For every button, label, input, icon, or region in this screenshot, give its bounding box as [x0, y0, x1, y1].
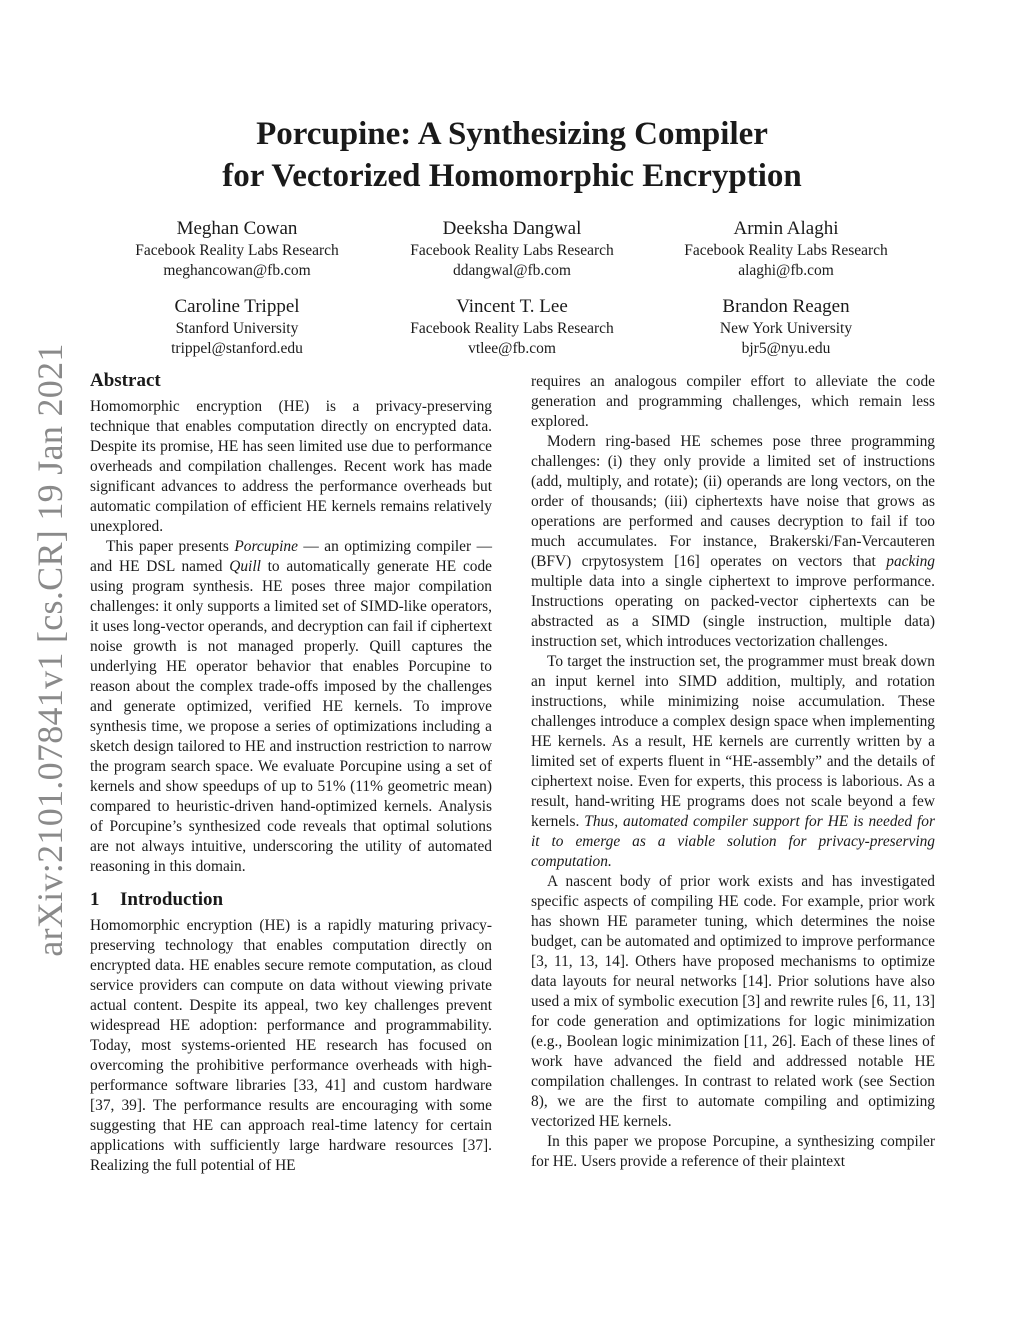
author-name: Meghan Cowan	[176, 218, 298, 239]
packing-emphasis: packing	[886, 553, 935, 570]
title-line-1: Porcupine: A Synthesizing Compiler	[256, 116, 768, 152]
section-number: 1	[90, 889, 100, 910]
author-block	[97, 295, 377, 359]
author-block	[372, 295, 652, 359]
intro-paragraph: To target the instruction set, the programmer must break down an input kernel into SIMD addition, multiply, and rotation instructions, while minimizing noise accumulation. These challenges introduce a complex design space when implementing HE kernels. As a result, HE kernels are currently written by a limited set of experts fluent in “HE-assembly” and the details of ciphertext noise. Even for experts, this process is laborious. As a result, hand-writing HE programs does not scale beyond a few kernels. Thus, automated compiler support for HE is needed for it to emerge as a viable solution for privacy-preserving computation.	[531, 653, 935, 870]
author-name: Caroline Trippel	[174, 296, 300, 317]
author-email: alaghi@fb.com	[738, 262, 834, 279]
arxiv-stamp-text: arXiv:2101.07841v1 [cs.CR] 19 Jan 2021	[30, 343, 70, 957]
italic-claim: Thus, automated compiler support for HE is needed for it to emerge as a viable solution for privacy-preserving computation.	[531, 813, 935, 870]
section-title: Introduction	[120, 889, 224, 910]
author-email: vtlee@fb.com	[468, 340, 556, 357]
author-affiliation: New York University	[719, 320, 853, 337]
abstract-paragraph: Homomorphic encryption (HE) is a privacy-preserving technique that enables computation directly on encrypted data. Despite its promise, HE has seen limited use due to performance overheads and compilation challenges. Recent work has made significant advances to address the performance overheads but automatic compilation of efficient HE kernels remains relatively unexplored.	[90, 398, 492, 535]
author-affiliation: Facebook Reality Labs Research	[410, 242, 614, 259]
author-email: bjr5@nyu.edu	[741, 340, 831, 357]
right-column	[531, 372, 935, 1172]
author-name: Deeksha Dangwal	[442, 218, 582, 239]
intro-paragraph: Homomorphic encryption (HE) is a rapidly maturing privacy-preserving technology that enables computation directly on encrypted data. HE enables secure remote computation, as cloud service providers can compute on data without viewing private actual content. Despite its appeal, two key challenges prevent widespread HE adoption: performance and programmability. Today, most systems-oriented HE research has focused on overcoming the prohibitive performance overheads with high-performance software libraries [33, 41] and custom hardware [37, 39]. The performance results are encouraging with some suggesting that HE can approach real-time latency for certain applications with sufficiently large hardware resources [37]. Realizing the full potential of HE	[90, 917, 492, 1174]
section-heading-introduction	[90, 888, 492, 912]
author-name: Armin Alaghi	[733, 218, 839, 239]
author-affiliation: Facebook Reality Labs Research	[684, 242, 888, 259]
author-name: Brandon Reagen	[722, 296, 850, 317]
intro-paragraph: A nascent body of prior work exists and has investigated specific aspects of compiling HE code. For example, prior work has shown HE parameter tuning, which determines the noise budget, can be automated and optimized to improve performance [3, 11, 13, 14]. Others have proposed mechanisms to optimize data layouts for neural networks [14]. Prior solutions have also used a mix of symbolic execution [3] and rewrite rules [6, 11, 13] for code generation and optimizations for logic minimization (e.g., Boolean logic minimization [11, 26]. Each of these lines of work have advanced the field and addressed notable HE compilation challenges. In contrast to related work (see Section 8), we are the first to automate compiling and optimizing vectorized HE kernels.	[531, 873, 935, 1130]
author-name: Vincent T. Lee	[456, 296, 568, 317]
quill-emphasis: Quill	[229, 558, 261, 575]
left-column	[90, 369, 492, 1176]
author-email: meghancowan@fb.com	[163, 262, 311, 279]
abstract-heading: Abstract	[90, 370, 161, 391]
author-block	[372, 217, 652, 281]
title-line-2: for Vectorized Homomorphic Encryption	[222, 158, 802, 194]
author-affiliation: Stanford University	[175, 320, 299, 337]
porcupine-emphasis: Porcupine	[234, 538, 298, 555]
author-affiliation: Facebook Reality Labs Research	[135, 242, 339, 259]
intro-paragraph: Modern ring-based HE schemes pose three programming challenges: (i) they only provide a limited set of instructions (add, multiply, and rotate); (ii) operands are long vectors, on the order of thousands; (iii) ciphertexts have noise that grows as operations are performed and causes decryption to fail if too much accumulates. For instance, Brakerski/Fan-Vercauteren (BFV) crpytosystem [16] operates on vectors that packing multiple data into a single ciphertext to improve performance. Instructions operating on packed-vector ciphertexts can be abstracted as a SIMD (single instruction, multiple data) instruction set, which introduces vectorization challenges.	[531, 433, 935, 650]
author-block	[646, 295, 926, 359]
intro-paragraph-continued: requires an analogous compiler effort to alleviate the code generation and programming challenges, which remain less explored.	[531, 373, 935, 430]
abstract-paragraph: This paper presents Porcupine — an optimizing compiler — and HE DSL named Quill to automatically generate HE code using program synthesis. HE poses three major compilation challenges: it only supports a limited set of SIMD-like operators, it uses long-vector operands, and decryption can fail if ciphertext noise growth is not managed properly. Quill captures the underlying HE operator behavior that enables Porcupine to reason about the complex trade-offs imposed by the challenges and generate optimized, verified HE kernels. To improve synthesis time, we propose a series of optimizations including a sketch design tailored to HE and instruction restriction to narrow the program search space. We evaluate Porcupine using a set of kernels and show speedups of up to 51% (11% geometric mean) compared to heuristic-driven hand-optimized kernels. Analysis of Porcupine’s synthesized code reveals that optimal solutions are not always intuitive, underscoring the utility of automated reasoning in this domain.	[90, 538, 492, 875]
author-block	[97, 217, 377, 281]
author-email: ddangwal@fb.com	[452, 262, 571, 279]
intro-paragraph: In this paper we propose Porcupine, a synthesizing compiler for HE. Users provide a reference of their plaintext	[531, 1133, 935, 1170]
paper-title	[100, 113, 924, 197]
author-block	[646, 217, 926, 281]
author-email: trippel@stanford.edu	[171, 340, 303, 357]
author-affiliation: Facebook Reality Labs Research	[410, 320, 614, 337]
